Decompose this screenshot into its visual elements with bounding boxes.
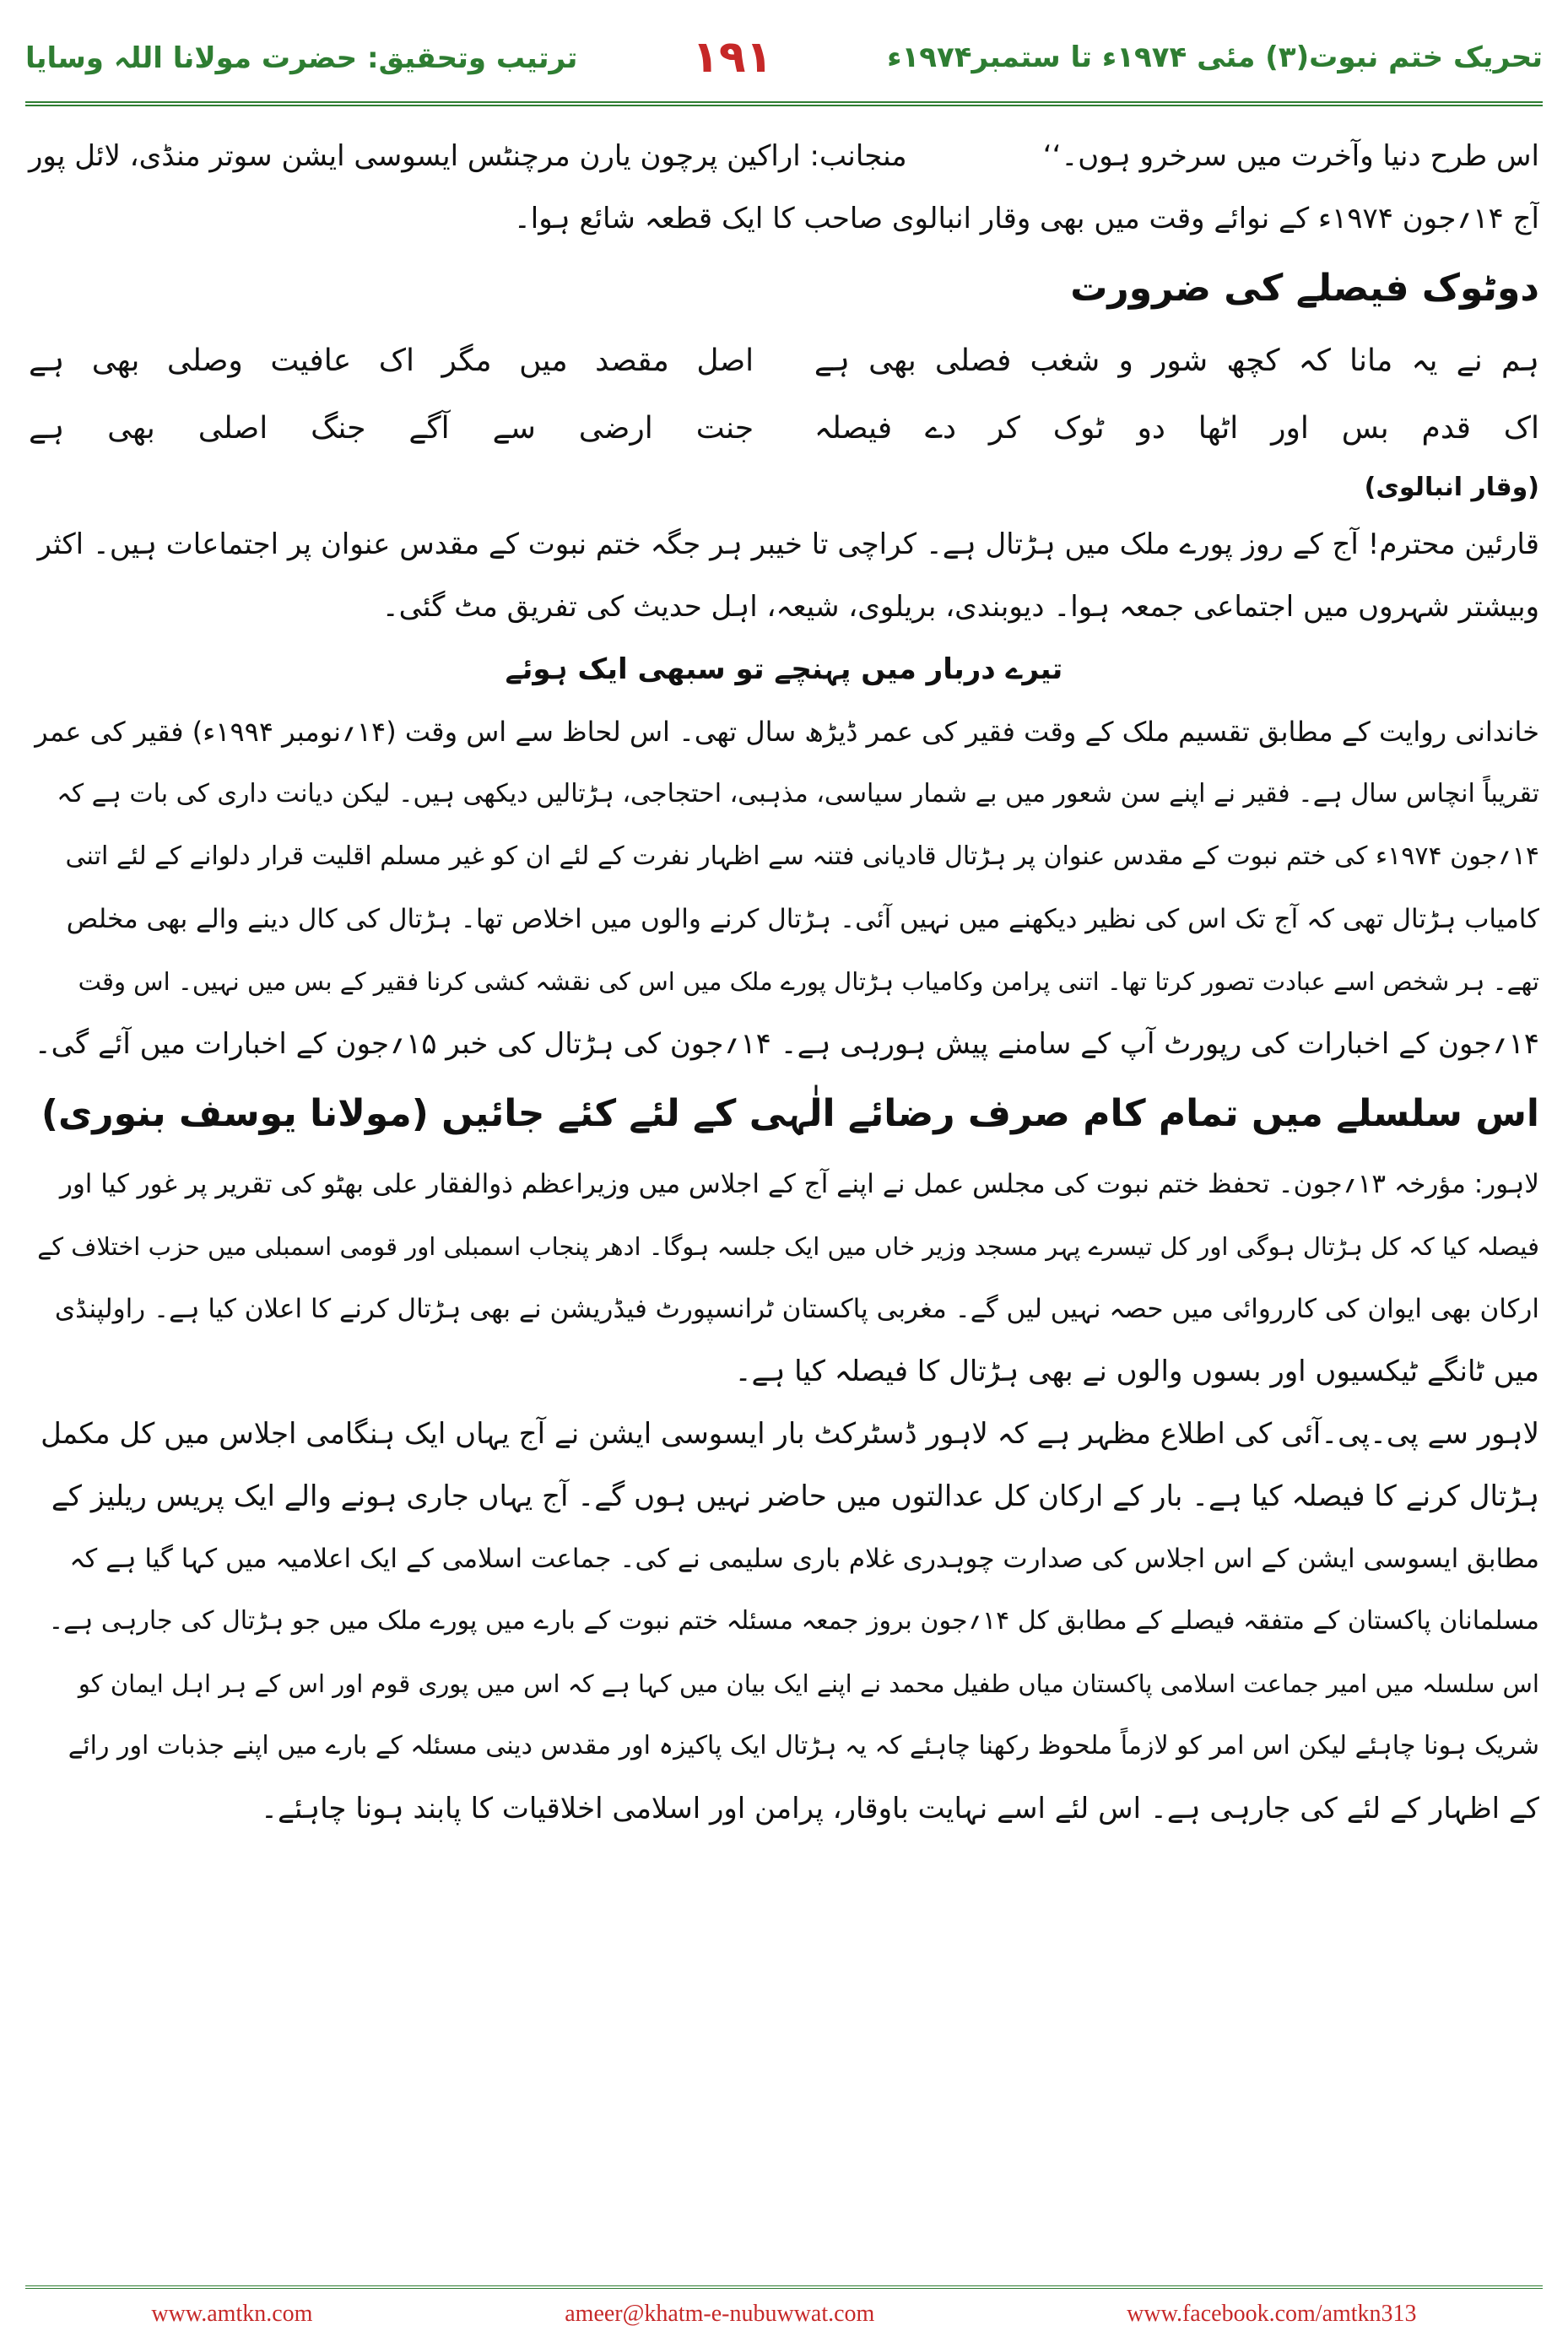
signature-line: منجانب: اراکین پرچون یارن مرچنٹس ایسوسی ایشن سوتر منڈی، لائل پور — [29, 139, 907, 173]
couplet: تیرے دربار میں پہنچے تو سبھی ایک ہوئے — [505, 652, 1063, 686]
text-line: لاہور: مؤرخہ ۱۳؍جون۔ تحفظ ختم نبوت کی مجلس عمل نے اپنے آج کے اجلاس میں وزیراعظم ذوالفقار علی بھٹو کی تقریر پر غور کیا اور — [59, 1169, 1539, 1199]
email-link[interactable]: ameer@khatm-e-nubuwwat.com — [565, 2301, 875, 2327]
intro-line: آج ۱۴؍جون ۱۹۷۴ء کے نوائے وقت میں بھی وقار انبالوی صاحب کا ایک قطعہ شائع ہوا۔ — [513, 202, 1539, 235]
text-line: فیصلہ کیا کہ کل ہڑتال ہوگی اور کل تیسرے پہر مسجد وزیر خاں میں ایک جلسہ ہوگا۔ ادھر پنجاب اسمبلی اور قومی اسمبلی میں حزب اختلاف کے — [37, 1232, 1539, 1261]
text-line: تقریباً انچاس سال ہے۔ فقیر نے اپنے سن شعور میں بے شمار سیاسی، مذہبی، احتجاجی، ہڑتالیں دیکھی ہیں۔ لیکن دیانت داری کی بات ہے کہ — [57, 779, 1539, 809]
text-line: خاندانی روایت کے مطابق تقسیم ملک کے وقت فقیر کی عمر ڈیڑھ سال تھی۔ اس لحاظ سے اس وقت (۱۴؍نومبر ۱۹۹۴ء) فقیر کی عمر — [35, 716, 1539, 748]
verse-1a: ہم نے یہ مانا کہ کچھ شور و شغب فصلی بھی ہے — [814, 343, 1539, 378]
text-line: تھے۔ ہر شخص اسے عبادت تصور کرتا تھا۔ اتنی پرامن وکامیاب ہڑتال پورے ملک میں اس کی نقشہ کشی کرنا فقیر کے بس میں نہیں۔ اس وقت — [78, 967, 1539, 996]
text-line: شریک ہونا چاہئے لیکن اس امر کو لازماً ملحوظ رکھنا چاہئے کہ یہ ہڑتال ایک پاکیزہ اور مقدس دینی مسئلہ کے بارے میں اپنے جذبات اور رائے — [68, 1731, 1539, 1761]
paragraph-3 — [29, 1153, 1539, 1403]
paragraph-2 — [29, 700, 1539, 1075]
page-footer — [25, 2296, 1543, 2333]
verse-1b: اصل مقصد میں مگر اک عافیت وصلی بھی ہے — [29, 343, 754, 378]
text-line: وبیشتر شہروں میں اجتماعی جمعہ ہوا۔ دیوبندی، بریلوی، شیعہ، اہل حدیث کی تفریق مٹ گئی۔ — [381, 590, 1539, 624]
verse-2a: اک قدم بس اور اٹھا دو ٹوک کر دے فیصلہ — [814, 411, 1539, 446]
top-line-1 — [29, 125, 1539, 187]
page-body — [29, 125, 1539, 1840]
text-line: ہڑتال کرنے کا فیصلہ کیا ہے۔ بار کے ارکان کل عدالتوں میں حاضر نہیں ہوں گے۔ آج یہاں جاری ہونے والے ایک پریس ریلیز کے — [51, 1479, 1539, 1513]
page-header — [25, 24, 1543, 91]
text-line: ارکان بھی ایوان کی کارروائی میں حصہ نہیں لیں گے۔ مغربی پاکستان ٹرانسپورٹ فیڈریشن نے بھی ہڑتال کرنے کا اعلان کیا ہے۔ راولپنڈی — [54, 1294, 1539, 1324]
paragraph-1 — [29, 513, 1539, 638]
paragraph-4 — [29, 1403, 1539, 1652]
footer-divider — [25, 2285, 1543, 2289]
text-line: مسلمانان پاکستان کے متفقہ فیصلے کے مطابق کل ۱۴؍جون بروز جمعہ مسئلہ ختم نبوت کے بارے میں پورے ملک میں جو ہڑتال کی جارہی ہے۔ — [48, 1606, 1539, 1636]
text-line: میں ٹانگے ٹیکسیوں اور بسوں والوں نے بھی ہڑتال کا فیصلہ کیا ہے۔ — [734, 1355, 1539, 1388]
text-line: قارئین محترم! آج کے روز پورے ملک میں ہڑتال ہے۔ کراچی تا خیبر ہر جگہ ختم نبوت کے مقدس عنوان پر اجتماعات ہیں۔ اکثر — [37, 527, 1539, 561]
verse-2 — [29, 395, 1539, 462]
text-line: ۱۴؍جون ۱۹۷۴ء کی ختم نبوت کے مقدس عنوان پر ہڑتال قادیانی فتنہ سے اظہار نفرت کے لئے ان کو غیر مسلم اقلیت قرار دلوانے کے لئے اتنی — [65, 841, 1539, 871]
poet-name: (وقار انبالوی) — [1364, 473, 1539, 502]
verse-1 — [29, 327, 1539, 395]
text-line: لاہور سے پی۔پی۔آئی کی اطلاع مظہر ہے کہ لاہور ڈسٹرکٹ بار ایسوسی ایشن نے آج یہاں ایک ہنگامی اجلاس میں کل مکمل — [41, 1417, 1539, 1451]
text-line: اس سلسلہ میں امیر جماعت اسلامی پاکستان میاں طفیل محمد نے اپنے ایک بیان میں کہا ہے کہ اس میں پوری قوم اور اس کے ہر اہل ایمان کو — [78, 1669, 1539, 1698]
facebook-link[interactable]: www.facebook.com/amtkn313 — [1127, 2301, 1417, 2327]
text-line: کامیاب ہڑتال تھی کہ آج تک اس کی نظیر دیکھنے میں نہیں آئی۔ ہڑتال کرنے والوں میں اخلاص تھا۔ ہڑتال کی کال دینے والے بھی مخلص — [66, 904, 1539, 934]
header-divider — [25, 101, 1543, 106]
text-line: مطابق ایسوسی ایشن کے اس اجلاس کی صدارت چوہدری غلام باری سلیمی نے کی۔ جماعت اسلامی کے ایک اعلامیہ میں کہا گیا ہے کہ — [69, 1544, 1539, 1574]
section-heading: اس سلسلے میں تمام کام صرف رضائے الٰہی کے لئے کئے جائیں (مولانا یوسف بنوری) — [41, 1092, 1539, 1135]
paragraph-5 — [29, 1652, 1539, 1840]
poem-title: دوٹوک فیصلے کی ضرورت — [1070, 267, 1539, 310]
closing-quote: اس طرح دنیا وآخرت میں سرخرو ہوں۔‘‘ — [1042, 139, 1539, 173]
website-link[interactable]: www.amtkn.com — [151, 2301, 313, 2327]
compiler-credit: ترتیب وتحقیق: حضرت مولانا اللہ وسایا — [25, 41, 578, 75]
book-title: تحریک ختم نبوت(۳) مئی ۱۹۷۴ء تا ستمبر۱۹۷۴ء — [887, 41, 1543, 74]
text-line: ۱۴؍جون کے اخبارات کی رپورٹ آپ کے سامنے پیش ہورہی ہے۔ ۱۴؍جون کی ہڑتال کی خبر ۱۵؍جون کے اخبارات میں آئے گی۔ — [34, 1027, 1539, 1061]
verse-2b: جنت ارضی سے آگے جنگ اصلی بھی ہے — [29, 411, 754, 446]
page-number: ۱۹۱ — [692, 32, 773, 83]
text-line: کے اظہار کے لئے کی جارہی ہے۔ اس لئے اسے نہایت باوقار، پرامن اور اسلامی اخلاقیات کا پابند ہونا چاہئے۔ — [261, 1792, 1539, 1825]
